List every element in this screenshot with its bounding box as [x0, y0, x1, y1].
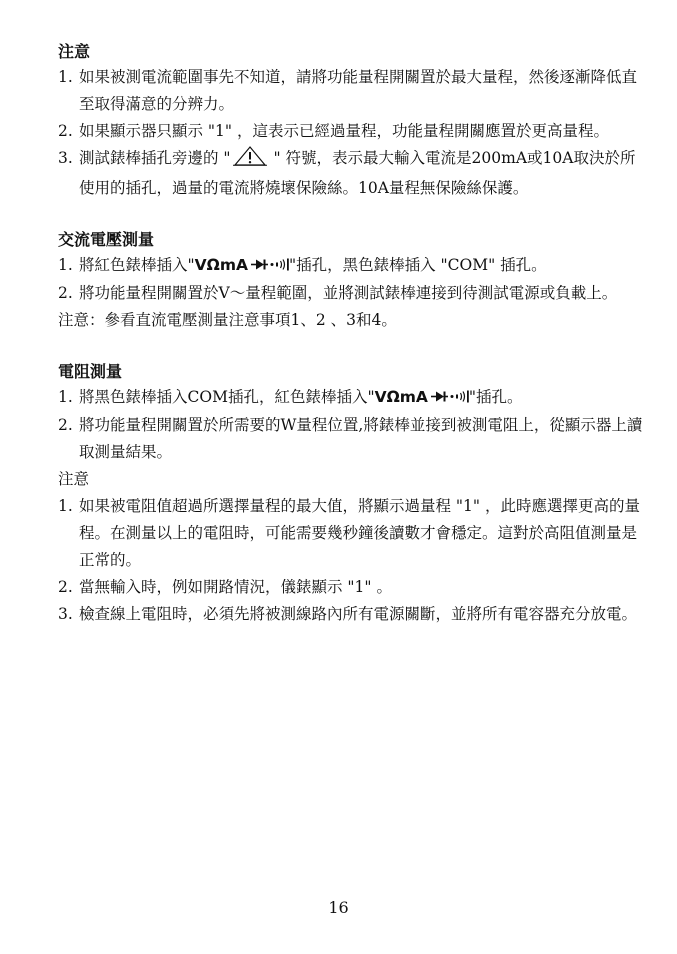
item-text: 如果被測電流範圍事先不知道，請將功能量程開關置於最大量程，然後逐漸降低直至取得滿意的分辨力。 [79, 68, 638, 113]
list-item [58, 574, 648, 601]
page-number: 16 [328, 898, 349, 917]
resistance-heading: 電阻測量 [58, 362, 123, 381]
notice-section [58, 40, 648, 202]
item-number: 2. [58, 416, 73, 434]
item-text-before: 將黑色錶棒插入COM插孔，紅色錶棒插入" [79, 388, 375, 406]
item-number: 2. [58, 122, 73, 140]
warning-triangle-icon [233, 146, 267, 175]
list-item [58, 493, 648, 574]
item-text: 將功能量程開關置於所需要的W量程位置,將錶棒並接到被測電阻上，從顯示器上讀取測量結果。 [79, 416, 643, 461]
ac-voltage-heading: 交流電壓測量 [58, 230, 155, 249]
list-item [58, 412, 648, 466]
item-text-after: " 符號，表示最大輸入電流是200mA或10A取決於所使用的插孔，過量的電流將燒壞保險絲。10A量程無保險絲保護。 [79, 149, 636, 197]
list-item [58, 252, 648, 280]
document-page [58, 40, 648, 654]
item-text [79, 252, 648, 280]
item-number: 3. [58, 605, 73, 623]
item-text [79, 384, 648, 412]
item-number: 1. [58, 256, 73, 274]
list-item [58, 145, 648, 202]
item-number: 2. [58, 578, 73, 596]
ac-voltage-section [58, 228, 648, 334]
item-number: 1. [58, 388, 73, 406]
item-text-before: 測試錶棒插孔旁邊的 " [79, 149, 231, 167]
diode-continuity-icon [431, 385, 469, 412]
item-text: 將功能量程開關置於V～量程範圍，並將測試錶棒連接到待測試電源或負載上。 [79, 284, 618, 302]
item-text-after: "插孔。 [468, 388, 523, 406]
list-item [58, 64, 648, 118]
item-text-before: 將紅色錶棒插入" [79, 256, 195, 274]
terminal-symbol-text: VΩmA [374, 388, 428, 406]
section-note: 注意：參看直流電壓測量注意事項1、2 、3和4。 [58, 311, 397, 329]
diode-continuity-icon [251, 253, 289, 280]
item-text: 檢查線上電阻時，必須先將被測線路內所有電源關斷，並將所有電容器充分放電。 [79, 605, 638, 623]
item-number: 1. [58, 68, 73, 86]
item-number: 1. [58, 497, 73, 515]
item-text: 當無輸入時，例如開路情況，儀錶顯示 "1" 。 [79, 578, 392, 596]
list-item [58, 601, 648, 628]
item-text-after: "插孔，黑色錶棒插入 "COM" 插孔。 [288, 256, 547, 274]
item-number: 3. [58, 149, 73, 167]
resistance-section [58, 360, 648, 628]
note-heading: 注意 [58, 470, 90, 488]
item-text: 如果被電阻值超過所選擇量程的最大值，將顯示過量程 "1" ，此時應選擇更高的量程。在測量以上的電阻時，可能需要幾秒鐘後讀數才會穩定。這對於高阻值測量是正常的。 [79, 497, 640, 569]
item-text [79, 145, 648, 202]
list-item [58, 118, 648, 145]
notice-heading: 注意 [58, 42, 91, 61]
item-text: 如果顯示器只顯示 "1" ，這表示已經過量程，功能量程開關應置於更高量程。 [79, 122, 609, 140]
list-item [58, 280, 648, 307]
item-number: 2. [58, 284, 73, 302]
terminal-symbol-text: VΩmA [194, 256, 248, 274]
list-item [58, 384, 648, 412]
